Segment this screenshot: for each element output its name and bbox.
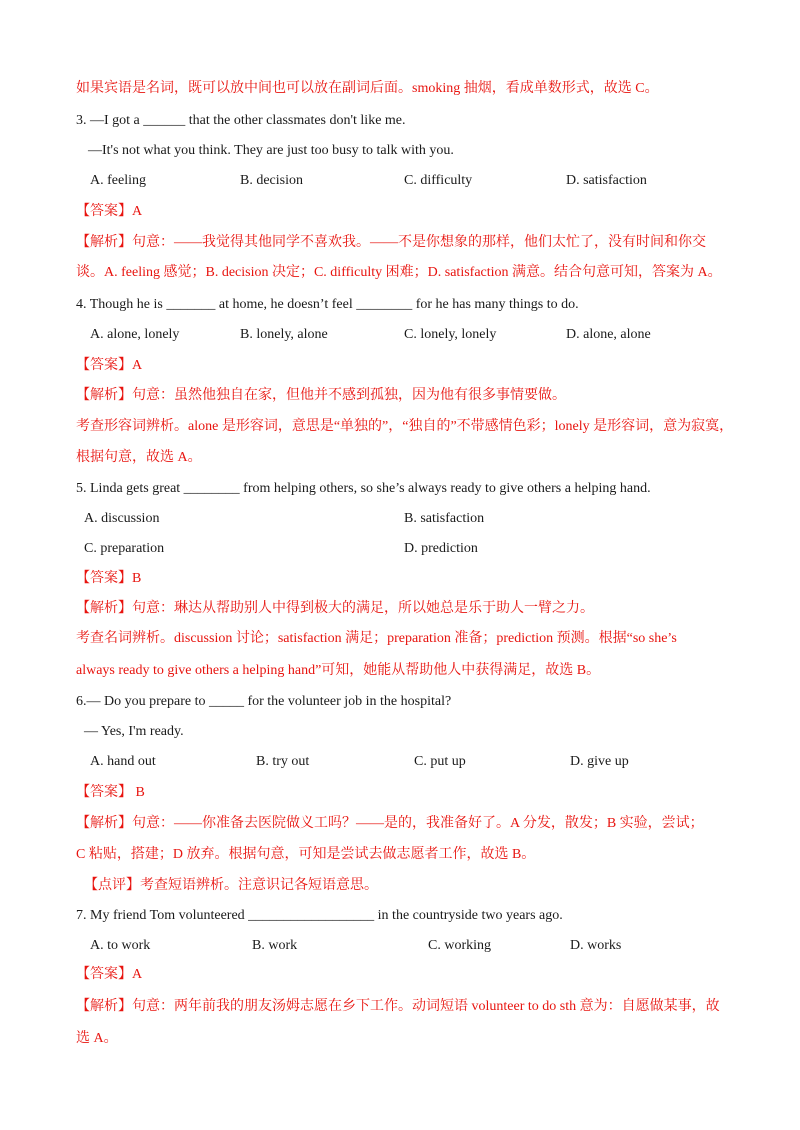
- q3-stem-line1: 3. —I got a ______ that the other classmates don't like me.: [76, 113, 406, 128]
- q4-option-d: D. alone, alone: [566, 327, 651, 342]
- q7-option-c: C. working: [428, 938, 491, 953]
- q5-option-a: A. discussion: [84, 511, 160, 526]
- q3-stem-line2: —It's not what you think. They are just too busy to talk with you.: [88, 143, 454, 158]
- q4-option-b: B. lonely, alone: [240, 327, 328, 342]
- q6-stem-line1: 6.— Do you prepare to _____ for the volunteer job in the hospital?: [76, 694, 452, 709]
- q4-answer: 【答案】A: [76, 358, 143, 373]
- q3-answer: 【答案】A: [76, 204, 143, 219]
- top-note: 如果宾语是名词，既可以放中间也可以放在副词后面。smoking 抽烟，看成单数形式，故选 C。: [76, 81, 659, 96]
- q4-analysis-line2: 考查形容词辨析。alone 是形容词，意思是“单独的”，“独自的”不带感情色彩；lonely 是形容词，意为寂寞，: [76, 419, 734, 434]
- q6-analysis-line2: C 粘贴，搭建；D 放弃。根据句意，可知是尝试去做志愿者工作，故选 B。: [76, 847, 536, 862]
- q3-analysis-line2: 谈。A. feeling 感觉；B. decision 决定；C. difficulty 困难；D. satisfaction 满意。结合句意可知，答案为 A。: [76, 265, 722, 280]
- q4-option-c: C. lonely, lonely: [404, 327, 497, 342]
- q5-analysis-line3: always ready to give others a helping hand”可知，她能从帮助他人中获得满足，故选 B。: [76, 663, 601, 678]
- q6-option-d: D. give up: [570, 754, 629, 769]
- q5-option-b: B. satisfaction: [404, 511, 485, 526]
- q6-option-c: C. put up: [414, 754, 466, 769]
- q7-stem-line1: 7. My friend Tom volunteered __________________ in the countryside two years ago.: [76, 908, 563, 923]
- q5-option-c: C. preparation: [84, 541, 165, 556]
- q6-stem-line2: — Yes, I'm ready.: [84, 724, 184, 739]
- q3-option-b: B. decision: [240, 173, 303, 188]
- q3-analysis-line1: 【解析】句意：——我觉得其他同学不喜欢我。——不是你想象的那样，他们太忙了，没有时间和你交: [76, 235, 706, 250]
- q6-option-b: B. try out: [256, 754, 310, 769]
- q5-analysis-line2: 考查名词辨析。discussion 讨论；satisfaction 满足；preparation 准备；prediction 预测。根据“so she’s: [76, 631, 677, 646]
- q7-analysis-line2: 选 A。: [76, 1031, 118, 1046]
- q7-answer: 【答案】A: [76, 967, 143, 982]
- q6-analysis-line1: 【解析】句意：——你准备去医院做义工吗？——是的，我准备好了。A 分发，散发；B 实验，尝试；: [76, 816, 704, 831]
- q4-analysis-line1: 【解析】句意：虽然他独自在家，但他并不感到孤独，因为他有很多事情要做。: [76, 388, 566, 403]
- q7-option-d: D. works: [570, 938, 622, 953]
- q3-option-a: A. feeling: [90, 173, 146, 188]
- q3-option-c: C. difficulty: [404, 173, 473, 188]
- q4-analysis-line3: 根据句意，故选 A。: [76, 450, 202, 465]
- q7-option-a: A. to work: [90, 938, 151, 953]
- q4-option-a: A. alone, lonely: [90, 327, 180, 342]
- q6-comment: 【点评】考查短语辨析。注意识记各短语意思。: [84, 878, 378, 893]
- q7-analysis-line1: 【解析】句意：两年前我的朋友汤姆志愿在乡下工作。动词短语 volunteer to do sth 意为：自愿做某事，故: [76, 999, 720, 1014]
- q5-stem-line1: 5. Linda gets great ________ from helping others, so she’s always ready to give others a helping hand.: [76, 481, 651, 496]
- q7-option-b: B. work: [252, 938, 298, 953]
- q6-option-a: A. hand out: [90, 754, 156, 769]
- q3-option-d: D. satisfaction: [566, 173, 647, 188]
- q4-stem-line1: 4. Though he is _______ at home, he doesn’t feel ________ for he has many things to do.: [76, 297, 579, 312]
- q6-answer: 【答案】 B: [76, 785, 145, 800]
- q5-answer: 【答案】B: [76, 571, 142, 586]
- q5-analysis-line1: 【解析】句意：琳达从帮助别人中得到极大的满足，所以她总是乐于助人一臂之力。: [76, 601, 594, 616]
- q5-option-d: D. prediction: [404, 541, 478, 556]
